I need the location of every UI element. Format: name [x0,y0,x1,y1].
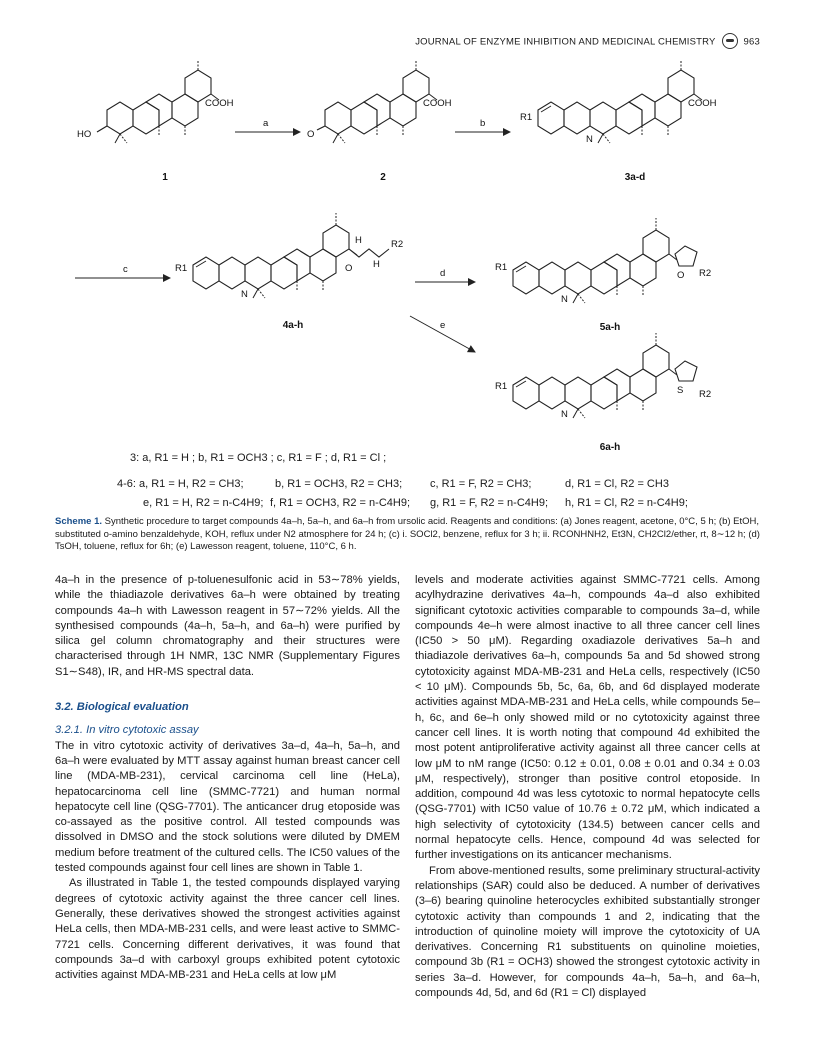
substituent-4e: e, R1 = H, R2 = n-C4H9; [143,497,264,509]
running-header [0,34,760,50]
hydroxyl-label: HO [77,129,92,140]
subsection-heading: 3.2.1. In vitro cytotoxic assay [55,724,199,737]
arrow-b-label: b [480,118,486,129]
compound-label-3: 3a-d [624,172,646,183]
cooh-label: COOH [205,98,234,109]
substituents-3 [55,452,760,464]
compound-6-structure [495,333,711,420]
substituents-3-text: 3: a, R1 = H ; b, R1 = OCH3 ; c, R1 = F ; d, R1 = Cl ; [130,452,387,464]
left-column [55,573,400,983]
r1-label-4: R1 [175,263,188,274]
substituent-4c: c, R1 = F, R2 = CH3; [430,478,532,490]
nitrogen-label-4: N [241,289,248,300]
compound-label-6: 6a-h [599,442,621,453]
nh-label-2: H [373,259,380,270]
r2-label: R2 [391,239,404,250]
left-paragraph-2: The in vitro cytotoxic activity of derivatives 3a–d, 4a–h, 5a–h, and 6a–h were evaluated by MTT assay against human breast cancer cell line (MDA-MB-231), cervical carcinoma cell line (HeLa), hepatocarcinoma cell line (SMMC-7721) and human normal hepatocyte cell line (QSG-7701). The anticancer drug etoposide was co-assayed as the positive control. All tested compounds was dissolved in DMSO and the stock solutions were diluted by DMEM medium before treatment of the cultured cells. The IC50 values of the tested compounds against four cell lines are shown in Table 1. [55,739,400,875]
right-column [415,573,760,1001]
left-paragraph-3: As illustrated in Table 1, the tested compounds displayed varying degrees of cytotoxic activity against the three cancer cell lines. Generally, these derivatives showed the strongest activities against HeLa cells, then MDA-MB-231 cells, and were least active to SMMC-7721 cells. Concerning different derivatives, it was found that compounds 3a–d with carboxyl groups exhibited potent cytotoxic activities against MDA-MB-231 and HeLa cells at low μM [55,877,400,982]
compound-1-structure [77,60,234,143]
right-paragraph-1: levels and moderate activities against SMMC-7721 cells. Among acylhydrazine derivatives 4a–h, compounds 4a–d also exhibited significant cytotoxic activities comparable to compounds 3a–d, while compounds 4e–h were almost inactive to all three cancer cell lines (IC50 > 50 μM). Regarding oxadiazole derivatives 5a–h and thiadiazole derivatives 6a–h, compounds 5a and 5d showed strong cytotoxicity against MDA-MB-231 and HeLa cells, respectively (IC50 < 10 μM). Compounds 5b, 5c, 6a, 6b, and 6d displayed moderate activities against MDA-MB-231 and HeLa cells, while compounds 5e–h, 6c, and 6e–h only showed mild or no cytotoxicity against three cancer cell lines. It is worth noting that compound 4d exhibited the most potent antiproliferative activity against all three cancer cells at low μM to nM range (IC50: 0.12 ± 0.01, 0.08 ± 0.01 and 0.34 ± 0.03 μM, respectively), stronger than positive control etoposide. In addition, compound 4d was less cytotoxic to normal hepatocyte cells (QSG-7701) with IC50 value of 10.76 ± 0.72 μM, which indicated a high selectivity of cytotoxicity (134.5) between cancer cells and normal hepatocyte cells. Hence, compound 4d was selected for further investigations on its anticancer mechanisms. [415,574,760,862]
r1-label: R1 [520,112,533,123]
compound-label-5: 5a-h [599,322,621,333]
substituent-4b: b, R1 = OCH3, R2 = CH3; [275,478,403,490]
amide-oxygen-label: O [345,263,353,274]
arrow-d-label: d [440,268,446,279]
compound-3-structure [520,60,717,145]
r1-label-6: R1 [495,381,508,392]
caption-text: Synthetic procedure to target compounds 4a–h, 5a–h, and 6a–h from ursolic acid. Reagents and conditions: (a) Jones reagent, acetone, 0°C, 5 h; (b) EtOH, substituted o-amino benzaldehyde, KOH, reflux under N2 atmosphere for 24 h; (c) i. SOCl2, benzene, reflux for 3 h; ii. RCONHNH2, Et3N, CH2Cl2/ether, rt, 8∼12 h; (d) TsOH, toluene, reflux for 6h; (e) Lawesson reagent, toluene, 110°C, 6 h. [55,516,760,552]
nitrogen-label-6: N [561,409,568,420]
substituent-4d: d, R1 = Cl, R2 = CH3 [565,478,669,490]
page-number: 963 [743,36,760,48]
r2-label-6: R2 [699,389,712,400]
substituent-4g: g, R1 = F, R2 = n-C4H9; [430,497,548,509]
substituent-4h: h, R1 = Cl, R2 = n-C4H9; [565,497,688,509]
right-paragraph-2: From above-mentioned results, some preliminary structural-activity relationships (SAR) could also be deduced. A number of derivatives (3–6) bearing quinoline heterocycles exhibited substantially stronger cytotoxic activity than compounds 1 and 2, indicating that the introduction of quinoline moiety will improve the cytotoxicity of UA derivatives. Concerning R1 substituents on quinoline moieties, compound 3b (R1 = OCH3) showed the strongest cytotoxic activity in series 3a–d. However, for compounds 4a–h, 5a–h, and 6a–h, compounds 4d, 5d, and 6d (R1 = Cl) displayed [415,864,760,1000]
cooh-label-3: COOH [688,98,717,109]
compound-5-structure [495,218,711,305]
caption-label: Scheme 1. [55,516,102,527]
nitrogen-label: N [586,134,593,145]
substituent-4f: f, R1 = OCH3, R2 = n-C4H9; [270,497,410,509]
compound-4-structure [175,213,403,300]
thiadiazole-sulfur-label: S [677,385,684,396]
arrow-a-label: a [263,118,269,129]
arrow-c-label: c [123,264,128,275]
journal-title: JOURNAL OF ENZYME INHIBITION AND MEDICINAL CHEMISTRY [415,36,716,48]
oxadiazole-oxygen-label: O [677,270,685,281]
synthesis-scheme [55,60,760,468]
r2-label-5: R2 [699,268,712,279]
compound-label-4: 4a-h [282,320,304,331]
cooh-label-2: COOH [423,98,452,109]
arrow-e-label: e [440,320,446,331]
compound-2-structure [307,60,452,143]
compound-label-1: 1 [162,172,168,183]
nh-label: H [355,235,362,246]
left-paragraph-1: 4a–h in the presence of p-toluenesulfonic acid in 53∼78% yields, while the thiadiazole derivatives 6a–h were obtained by treating compounds 4a–h with Lawesson reagent in 57∼72% yields. All the synthesised compounds (4a–h, 5a–h, and 6a–h) were purified by silica gel column chromatography and their structures were characterised through 1H NMR, 13C NMR (Supplementary Figures S1∼S48), IR, and HR-MS spectral data. [55,574,400,678]
scheme-caption [55,516,760,554]
ketone-label: O [307,129,315,140]
journal-logo-icon [722,33,738,49]
substituent-4a: 4-6: a, R1 = H, R2 = CH3; [117,478,244,490]
compound-label-2: 2 [380,172,386,183]
r1-label-5: R1 [495,262,508,273]
section-heading: 3.2. Biological evaluation [55,701,189,714]
nitrogen-label-5: N [561,294,568,305]
